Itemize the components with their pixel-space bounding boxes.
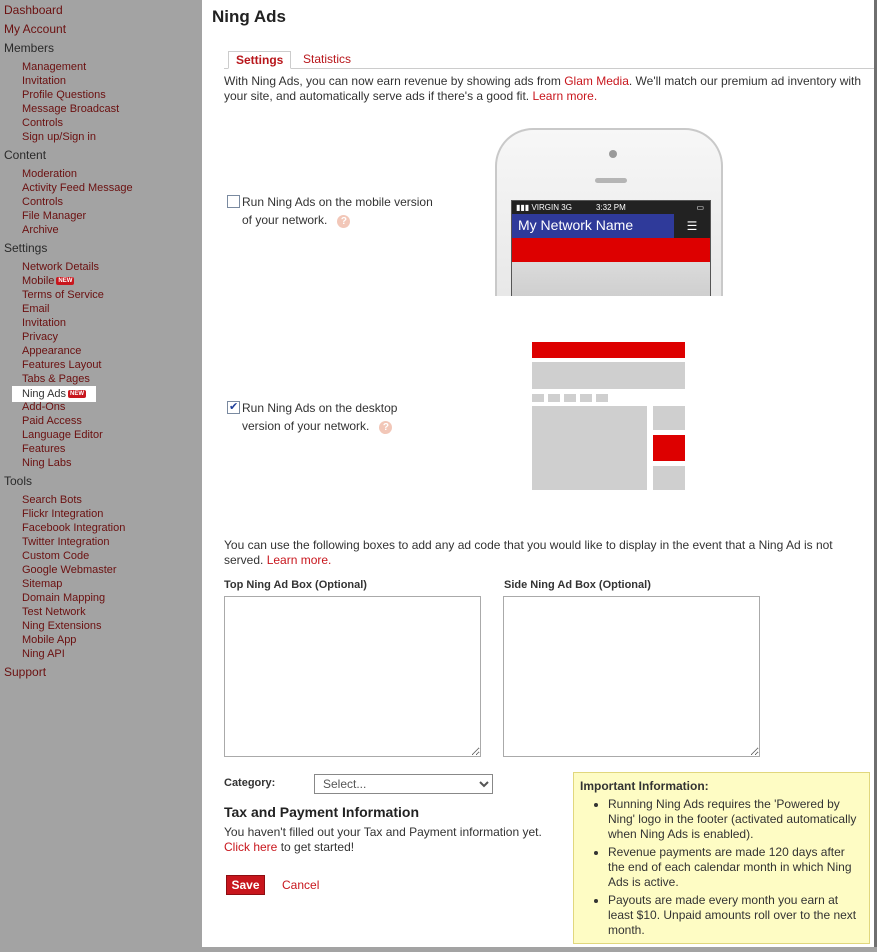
sidebar-item-tabs-pages[interactable]: Tabs & Pages [22, 373, 90, 385]
sidebar-item-email[interactable]: Email [22, 303, 50, 315]
sidebar-item-features[interactable]: Features [22, 443, 66, 455]
desktop-ads-checkbox[interactable] [227, 401, 240, 414]
top-ad-box-textarea[interactable] [224, 596, 481, 757]
sidebar-item-terms-of-service[interactable]: Terms of Service [22, 289, 104, 301]
sidebar-item-ning-api[interactable]: Ning API [22, 648, 65, 660]
intro-text-part: With Ning Ads, you can now earn revenue by showing ads from [224, 74, 565, 88]
cancel-link[interactable]: Cancel [282, 878, 320, 892]
help-icon[interactable]: ? [379, 421, 392, 434]
sidebar-item-search-bots[interactable]: Search Bots [22, 494, 82, 506]
new-badge: NEW [58, 278, 73, 284]
sidebar-item-label: Ning Ads [22, 388, 67, 400]
save-button[interactable]: Save [226, 875, 265, 895]
mobile-option-line: Run Ning Ads on the mobile version [242, 195, 433, 209]
tab-statistics[interactable]: Statistics [303, 52, 352, 66]
sidebar-link-dashboard[interactable]: Dashboard [4, 3, 63, 17]
info-item: • Running Ning Ads requires the 'Powered by Ning' logo in the footer (activated automatically when Ning Ads is enabled). [608, 797, 863, 842]
sidebar-item-ning-labs[interactable]: Ning Labs [22, 457, 72, 469]
sidebar-item-sitemap[interactable]: Sitemap [22, 578, 63, 590]
new-badge: NEW [70, 391, 85, 397]
sidebar-item-ning-ads[interactable] [12, 386, 96, 402]
sidebar-link-my-account[interactable]: My Account [4, 22, 67, 36]
learn-more-link[interactable]: Learn more. [532, 89, 598, 103]
info-item: • Revenue payments are made 120 days after the end of each calendar month in which Ning Ads is active. [608, 845, 863, 890]
menu-icon: ☰ [674, 214, 710, 238]
category-select[interactable] [314, 774, 493, 794]
sidebar-section-tools: Tools [4, 474, 33, 488]
sidebar-item-profile-questions[interactable]: Profile Questions [22, 89, 106, 101]
main-content [202, 0, 874, 947]
sidebar-item-language-editor[interactable]: Language Editor [22, 429, 103, 441]
important-info-box [573, 772, 870, 944]
sidebar-item-controls[interactable]: Controls [22, 117, 63, 129]
desktop-nav-block [596, 394, 608, 402]
info-list [580, 797, 863, 938]
sidebar-item-label: Mobile [22, 275, 55, 287]
tax-text: to get started! [277, 840, 355, 854]
phone-network-bar [512, 214, 710, 238]
desktop-option-label [242, 399, 397, 435]
sidebar-section-settings: Settings [4, 241, 48, 255]
tax-text: You haven't filled out your Tax and Payment information yet. [224, 825, 542, 839]
sidebar-item-paid-access[interactable]: Paid Access [22, 415, 82, 427]
glam-media-link[interactable]: Glam Media [564, 74, 629, 88]
desktop-side-block [653, 466, 685, 490]
sidebar-item-archive[interactable]: Archive [22, 224, 59, 236]
mobile-phone-illustration [495, 128, 723, 296]
desktop-side-ad [653, 435, 685, 461]
desktop-top-ad [532, 342, 685, 358]
admin-sidebar [0, 0, 202, 952]
signal-icon: ▮▮▮ [516, 203, 530, 212]
phone-status-bar [512, 201, 710, 214]
sidebar-item-domain-mapping[interactable]: Domain Mapping [22, 592, 106, 604]
intro-text [224, 74, 864, 104]
tax-heading: Tax and Payment Information [224, 804, 419, 820]
sidebar-item-twitter-integration[interactable]: Twitter Integration [22, 536, 110, 548]
intro-text-part: . We'll match our premium ad inventory with your site, and automatically serve ads if there's a good fit. [224, 74, 862, 103]
info-title: Important Information: [580, 779, 709, 793]
sidebar-item-ning-extensions[interactable]: Ning Extensions [22, 620, 102, 632]
sidebar-item-content-controls[interactable]: Controls [22, 196, 63, 208]
sidebar-item-activity-feed-message[interactable]: Activity Feed Message [22, 182, 133, 194]
sidebar-item-google-webmaster[interactable]: Google Webmaster [22, 564, 117, 576]
phone-time: 3:32 PM [596, 203, 626, 212]
sidebar-section-members: Members [4, 41, 55, 55]
sidebar-item-signup-signin[interactable]: Sign up/Sign in [22, 131, 96, 143]
sidebar-item-custom-code[interactable]: Custom Code [22, 550, 90, 562]
desktop-side-block [653, 406, 685, 430]
window-bottom-edge [202, 947, 877, 952]
network-type: 3G [561, 203, 572, 212]
battery-icon: ▭ [696, 203, 704, 212]
sidebar-item-add-ons[interactable]: Add-Ons [22, 401, 66, 413]
help-icon[interactable]: ? [337, 215, 350, 228]
info-item: • Payouts are made every month you earn at least $10. Unpaid amounts roll over to the next month. [608, 893, 863, 938]
category-label: Category: [224, 777, 276, 789]
sidebar-item-invitation[interactable]: Invitation [22, 75, 67, 87]
phone-camera [609, 150, 617, 158]
desktop-option-line: version of your network. [242, 419, 370, 433]
sidebar-item-management[interactable]: Management [22, 61, 87, 73]
network-name: My Network Name [518, 217, 634, 233]
sidebar-item-settings-invitation[interactable]: Invitation [22, 317, 67, 329]
sidebar-item-test-network[interactable]: Test Network [22, 606, 86, 618]
sidebar-item-moderation[interactable]: Moderation [22, 168, 78, 180]
tax-description [224, 825, 554, 855]
desktop-main-block [532, 406, 647, 490]
desktop-nav-block [548, 394, 560, 402]
adcode-text: You can use the following boxes to add any ad code that you would like to display in the event that a Ning Ad is not served. [224, 538, 833, 567]
mobile-option-line: of your network. [242, 213, 328, 227]
top-box-label: Top Ning Ad Box (Optional) [224, 579, 367, 591]
page-title: Ning Ads [212, 7, 286, 26]
sidebar-item-appearance[interactable]: Appearance [22, 345, 82, 357]
adcode-description [224, 538, 864, 568]
sidebar-item-facebook-integration[interactable]: Facebook Integration [22, 522, 126, 534]
desktop-nav-block [580, 394, 592, 402]
sidebar-item-file-manager[interactable]: File Manager [22, 210, 87, 222]
sidebar-item-flickr-integration[interactable]: Flickr Integration [22, 508, 104, 520]
sidebar-item-privacy[interactable]: Privacy [22, 331, 59, 343]
carrier-name: VIRGIN [531, 203, 560, 212]
sidebar-section-content: Content [4, 148, 47, 162]
tax-click-here-link[interactable]: Click here [224, 840, 278, 854]
adcode-learn-more-link[interactable]: Learn more. [266, 553, 332, 567]
tab-settings[interactable]: Settings [228, 51, 291, 69]
sidebar-item-features-layout[interactable]: Features Layout [22, 359, 102, 371]
mobile-ads-checkbox[interactable] [227, 195, 240, 208]
mobile-option-label [242, 193, 433, 229]
phone-screen [511, 200, 711, 296]
sidebar-item-message-broadcast[interactable]: Message Broadcast [22, 103, 120, 115]
sidebar-item-network-details[interactable]: Network Details [22, 261, 100, 273]
side-ad-box-textarea[interactable] [503, 596, 760, 757]
sidebar-item-mobile-app[interactable]: Mobile App [22, 634, 77, 646]
sidebar-link-support[interactable]: Support [4, 665, 47, 679]
desktop-nav-block [532, 394, 544, 402]
sidebar-item-mobile[interactable] [22, 275, 74, 287]
desktop-option-line: Run Ning Ads on the desktop [242, 401, 398, 415]
side-box-label: Side Ning Ad Box (Optional) [504, 579, 651, 591]
phone-ad-banner [512, 238, 710, 262]
desktop-nav-block [564, 394, 576, 402]
phone-speaker [595, 178, 627, 183]
desktop-header-block [532, 362, 685, 389]
